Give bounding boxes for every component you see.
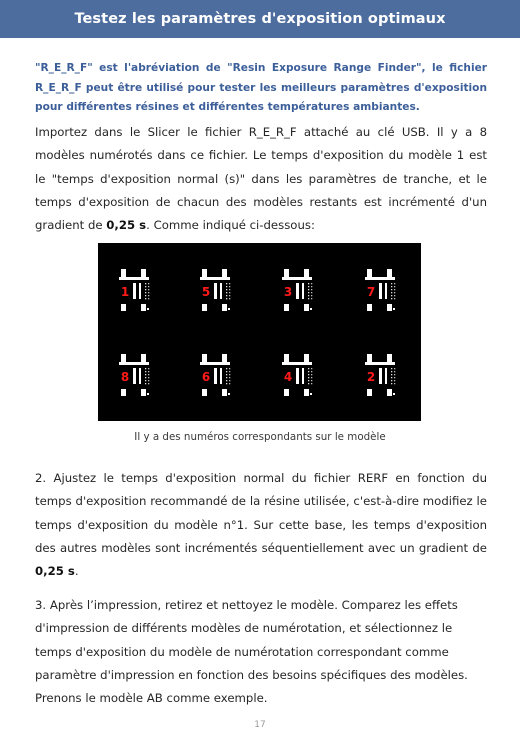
model-pillar [202, 269, 207, 277]
model-pillar [284, 354, 289, 362]
model-dot [308, 298, 309, 299]
model-dot [308, 371, 309, 372]
model-dot [229, 383, 230, 384]
model-top-bar [365, 362, 395, 365]
model-dot [311, 289, 312, 290]
model-pillar [387, 269, 392, 277]
model-foot [202, 304, 207, 311]
model-dot [391, 368, 392, 369]
model-dot [394, 286, 395, 287]
model-dot [311, 283, 312, 284]
model-dot [226, 286, 227, 287]
model-center-bar [296, 283, 299, 299]
model-dot [308, 286, 309, 287]
model-dot [229, 368, 230, 369]
model-dot [148, 377, 149, 378]
page-title: Testez les paramètres d'exposition optimaux [74, 11, 446, 27]
paragraph-1-text: Importez dans le Slicer le fichier R_E_R_F attaché au clé USB. Il y a 8 modèles numérotés dans ce fichier. Le temps d'exposition du modèle 1 est le "temps d'exposition normal (s)" dans les paramètres de tranche, et le temps d'exposition de chacun des modèles restants est incrémenté d'un gradient de [35, 125, 487, 233]
test-model-1 [119, 269, 149, 311]
model-dot [394, 368, 395, 369]
model-dot [229, 289, 230, 290]
model-dot [311, 377, 312, 378]
model-foot [367, 304, 372, 311]
model-dot [393, 308, 395, 310]
paragraph-compare-results: 3. Après l’impression, retirez et nettoyez le modèle. Comparez les effets d'impression de différents modèles de numérotation, et sélectionnez le temps d'exposition du modèle de numérotation correspondant comme paramètre d'impression en fonction des besoins spécifiques des modèles. Prenons le modèle AB comme exemple. [35, 598, 468, 706]
model-dot [145, 380, 146, 381]
model-foot [121, 389, 126, 396]
model-foot [141, 389, 146, 396]
model-dot [308, 374, 309, 375]
model-dot [145, 371, 146, 372]
models-grid-image [98, 243, 421, 421]
model-dot [394, 377, 395, 378]
model-dot [391, 289, 392, 290]
model-dot [394, 298, 395, 299]
model-dot [145, 283, 146, 284]
model-number: 4 [283, 370, 293, 384]
model-bracket [302, 283, 304, 299]
model-top-bar [282, 362, 312, 365]
model-foot [387, 389, 392, 396]
model-center-bar [214, 283, 217, 299]
model-number: 6 [201, 370, 211, 384]
figure-caption: Il y a des numéros correspondants sur le modèle [134, 431, 386, 443]
test-model-3 [282, 269, 312, 311]
model-dot [226, 380, 227, 381]
rerf-models-figure [98, 243, 421, 421]
model-dot [391, 383, 392, 384]
model-dot [308, 383, 309, 384]
test-model-2 [365, 354, 395, 396]
gradient-value: 0,25 s [106, 218, 147, 233]
model-dot [394, 292, 395, 293]
paragraph-adjust-exposure [35, 467, 487, 583]
paragraph-2-end: . [74, 564, 79, 579]
model-dot [148, 380, 149, 381]
model-dot [229, 292, 230, 293]
model-foot [222, 389, 227, 396]
model-dot [229, 371, 230, 372]
model-dot [145, 295, 146, 296]
model-foot [222, 304, 227, 311]
model-dot [311, 371, 312, 372]
test-model-7 [365, 269, 395, 311]
model-top-bar [200, 362, 230, 365]
model-pillar [367, 269, 372, 277]
model-dot [311, 383, 312, 384]
model-foot [202, 389, 207, 396]
model-number: 5 [201, 285, 211, 299]
model-dot [391, 295, 392, 296]
model-pillar [367, 354, 372, 362]
model-foot [387, 304, 392, 311]
model-dot [148, 295, 149, 296]
model-dot [148, 368, 149, 369]
model-center-bar [133, 283, 136, 299]
model-top-bar [365, 277, 395, 280]
model-dot [229, 283, 230, 284]
model-dot [394, 383, 395, 384]
model-dot [145, 298, 146, 299]
model-pillar [304, 354, 309, 362]
model-dot [226, 377, 227, 378]
model-dot [226, 298, 227, 299]
model-dot [226, 374, 227, 375]
model-number: 7 [366, 285, 376, 299]
page-header [0, 0, 520, 38]
model-dot [148, 371, 149, 372]
model-pillar [222, 269, 227, 277]
model-dot [391, 286, 392, 287]
model-center-bar [296, 368, 299, 384]
model-dot [310, 308, 312, 310]
model-dot [145, 289, 146, 290]
model-dot [308, 368, 309, 369]
model-dot [229, 377, 230, 378]
model-dot [391, 283, 392, 284]
model-dot [311, 295, 312, 296]
model-dot [148, 374, 149, 375]
model-dot [311, 374, 312, 375]
model-foot [367, 389, 372, 396]
model-pillar [222, 354, 227, 362]
model-bracket [302, 368, 304, 384]
test-model-4 [282, 354, 312, 396]
test-model-6 [200, 354, 230, 396]
model-dot [394, 371, 395, 372]
model-dot [308, 283, 309, 284]
model-dot [226, 292, 227, 293]
model-dot [391, 298, 392, 299]
model-pillar [304, 269, 309, 277]
model-dot [226, 295, 227, 296]
model-dot [311, 380, 312, 381]
model-pillar [387, 354, 392, 362]
model-center-bar [133, 368, 136, 384]
gradient-value-2: 0,25 s [35, 564, 75, 579]
model-pillar [141, 269, 146, 277]
model-dot [145, 286, 146, 287]
model-dot [148, 292, 149, 293]
model-number: 2 [366, 370, 376, 384]
model-dot [229, 286, 230, 287]
model-dot [229, 380, 230, 381]
model-dot [148, 283, 149, 284]
model-center-bar [379, 283, 382, 299]
model-dot [391, 380, 392, 381]
model-dot [147, 393, 149, 395]
model-dot [229, 295, 230, 296]
model-pillar [141, 354, 146, 362]
model-dot [308, 292, 309, 293]
model-dot [391, 292, 392, 293]
model-bracket [385, 368, 387, 384]
model-dot [148, 289, 149, 290]
model-bracket [385, 283, 387, 299]
model-dot [391, 377, 392, 378]
test-model-8 [119, 354, 149, 396]
model-dot [394, 289, 395, 290]
model-pillar [284, 269, 289, 277]
model-dot [148, 383, 149, 384]
model-dot [148, 298, 149, 299]
model-dot [145, 377, 146, 378]
model-pillar [121, 269, 126, 277]
model-bracket [139, 283, 141, 299]
model-dot [228, 393, 230, 395]
paragraph-2-text: 2. Ajustez le temps d'exposition normal du fichier RERF en fonction du temps d'exposition recommandé de la résine utilisée, c'est-à-dire modifiez le temps d'exposition du modèle n°1. Sur cette base, les temps d'exposition des autres modèles sont incrémentés séquentiellement avec un gradient de [35, 471, 487, 555]
model-dot [145, 368, 146, 369]
model-dot [226, 383, 227, 384]
model-foot [304, 389, 309, 396]
model-dot [229, 374, 230, 375]
model-center-bar [379, 368, 382, 384]
model-dot [145, 292, 146, 293]
paragraph-import-instructions [35, 121, 487, 237]
model-dot [148, 286, 149, 287]
model-dot [311, 298, 312, 299]
model-dot [310, 393, 312, 395]
model-dot [308, 377, 309, 378]
model-bracket [220, 368, 222, 384]
model-dot [394, 283, 395, 284]
model-dot [229, 298, 230, 299]
model-number: 3 [283, 285, 293, 299]
model-center-bar [214, 368, 217, 384]
model-foot [284, 389, 289, 396]
model-dot [311, 368, 312, 369]
page-number: 17 [254, 720, 266, 730]
model-dot [394, 380, 395, 381]
model-dot [145, 374, 146, 375]
paragraph-1-end: . Comme indiqué ci-dessous: [146, 218, 315, 233]
model-foot [304, 304, 309, 311]
model-dot [226, 371, 227, 372]
model-dot [145, 383, 146, 384]
model-foot [121, 304, 126, 311]
model-dot [308, 380, 309, 381]
model-dot [226, 283, 227, 284]
test-model-5 [200, 269, 230, 311]
model-number: 8 [120, 370, 130, 384]
model-dot [226, 368, 227, 369]
model-dot [311, 292, 312, 293]
model-foot [141, 304, 146, 311]
model-dot [226, 289, 227, 290]
model-top-bar [119, 277, 149, 280]
model-dot [394, 374, 395, 375]
model-foot [284, 304, 289, 311]
model-dot [228, 308, 230, 310]
model-dot [308, 289, 309, 290]
model-pillar [202, 354, 207, 362]
model-bracket [139, 368, 141, 384]
model-dot [391, 371, 392, 372]
model-dot [391, 374, 392, 375]
model-dot [308, 295, 309, 296]
model-dot [147, 308, 149, 310]
model-bracket [220, 283, 222, 299]
model-top-bar [119, 362, 149, 365]
intro-paragraph: "R_E_R_F" est l'abréviation de "Resin Exposure Range Finder", le fichier R_E_R_F peut être utilisé pour tester les meilleurs paramètres d'exposition pour différentes résines et différentes températures ambiantes. [35, 62, 487, 113]
model-pillar [121, 354, 126, 362]
model-dot [394, 295, 395, 296]
model-dot [311, 286, 312, 287]
model-top-bar [200, 277, 230, 280]
model-number: 1 [120, 285, 130, 299]
model-dot [393, 393, 395, 395]
model-top-bar [282, 277, 312, 280]
